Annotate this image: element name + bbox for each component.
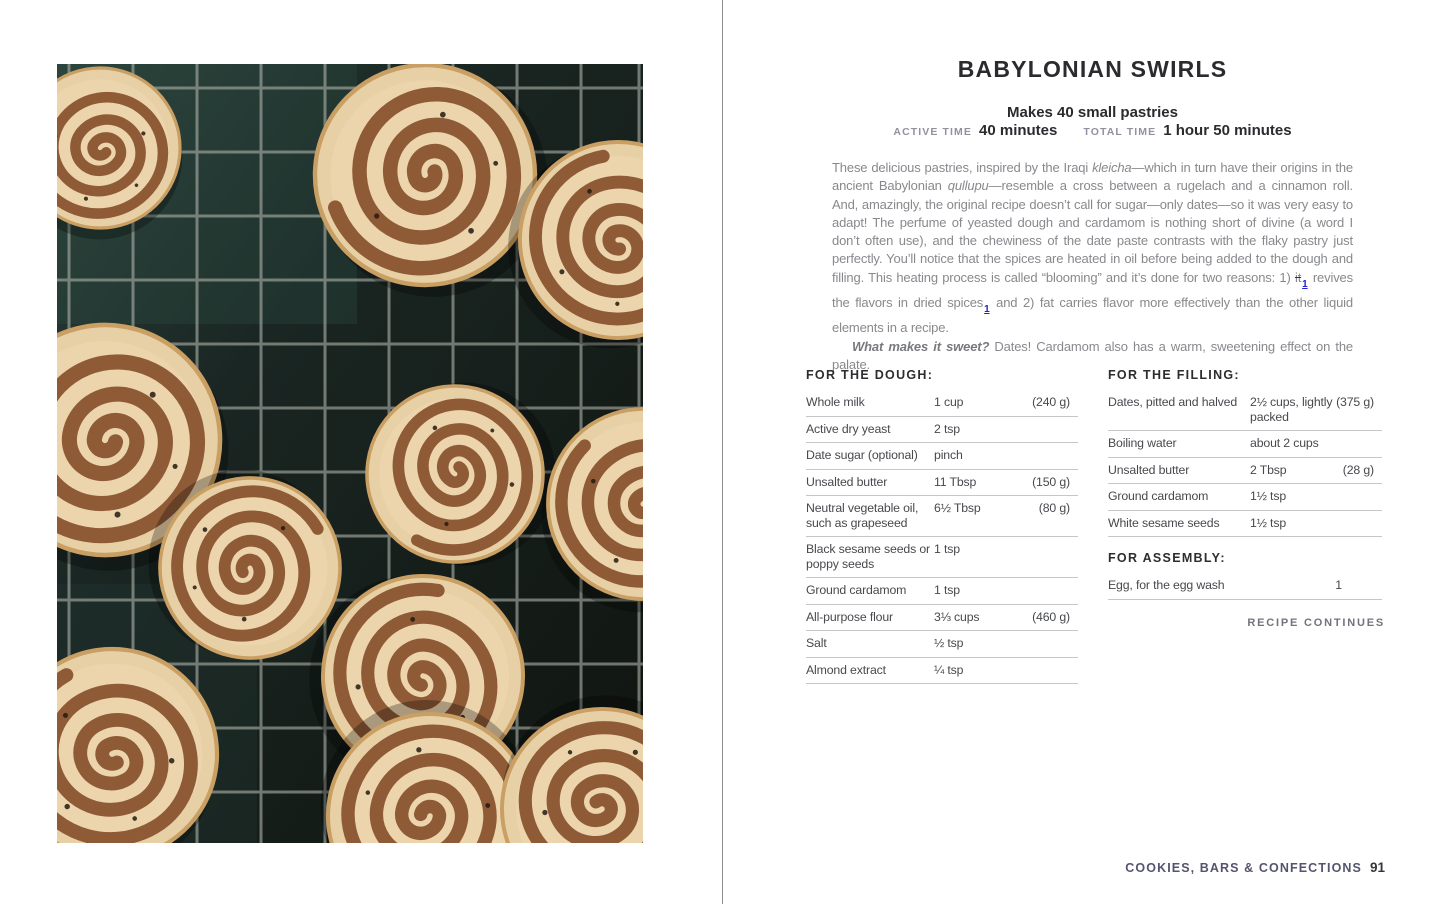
ingredient-weight: (80 g) (1038, 501, 1070, 515)
ingredient-weight: (150 g) (1032, 474, 1070, 489)
ingredient-qty: 2½ cups, lightly packed (1250, 395, 1333, 424)
ingredient-name: Boiling water (1108, 436, 1177, 450)
dough-ingredients-table (806, 368, 1078, 684)
assembly-header: FOR ASSEMBLY: (1108, 551, 1226, 565)
recipe-yield: Makes 40 small pastries (1007, 104, 1178, 121)
ingredient-name: White sesame seeds (1108, 515, 1220, 530)
recipe-title: BABYLONIAN SWIRLS (957, 56, 1228, 82)
italic-term-kleicha: kleicha (1092, 160, 1132, 175)
ingredient-qty: 2 tsp (934, 421, 960, 436)
intro-text: and 2) fat carries flavor more effectively than the other liquid elements in a recipe. (832, 295, 1353, 336)
page-footer (985, 859, 1385, 877)
ingredient-qty: 1 tsp (934, 583, 960, 597)
ingredient-qty: 1½ tsp (1250, 489, 1287, 503)
ingredient-name: Dates, pitted and halved (1108, 395, 1238, 409)
ingredient-qty: about 2 cups (1250, 436, 1319, 450)
ingredient-name: Egg, for the egg wash (1108, 578, 1225, 592)
ingredient-name: Whole milk (806, 395, 865, 409)
ingredient-row (1108, 458, 1382, 485)
recipe-intro (832, 159, 1353, 374)
page-number: 91 (1369, 860, 1385, 875)
intro-text: Dates! Cardamom also has a warm, sweetening effect on the palate. (832, 338, 1353, 372)
annotation-caret-icon: 1 (984, 304, 990, 316)
ingredient-qty: 11 Tbsp (934, 474, 977, 489)
ingredient-row (1108, 511, 1382, 538)
recipe-times (832, 122, 1353, 139)
ingredient-row (1108, 431, 1382, 458)
struck-word: it (1294, 269, 1302, 285)
ingredient-qty: 1½ tsp (1250, 515, 1287, 530)
ingredient-row (806, 443, 1078, 470)
filling-ingredients-table (1108, 368, 1382, 537)
ingredient-qty: 2 Tbsp (1250, 462, 1287, 477)
ingredient-row (806, 496, 1078, 537)
filling-header: FOR THE FILLING: (1108, 368, 1240, 382)
active-time (893, 122, 1057, 139)
ingredient-qty: 6½ Tbsp (934, 501, 981, 515)
ingredient-name: Black sesame seeds or poppy seeds (806, 542, 930, 571)
ingredient-name: All-purpose flour (806, 609, 893, 624)
ingredient-name: Almond extract (806, 662, 886, 677)
ingredient-qty: ¼ tsp (934, 662, 964, 677)
chapter-name: COOKIES, BARS & CONFECTIONS (1125, 861, 1362, 875)
ingredient-row (1108, 390, 1382, 431)
ingredient-name: Salt (806, 636, 827, 650)
ingredient-qty: 1 tsp (934, 542, 960, 556)
pastry-photo-illustration (57, 64, 643, 843)
intro-text: These delicious pastries, inspired by the Iraqi (832, 160, 1093, 175)
dough-header: FOR THE DOUGH: (806, 368, 934, 382)
ingredient-name: Ground cardamom (1108, 489, 1209, 503)
ingredient-row (1108, 484, 1382, 511)
ingredient-row (806, 578, 1078, 605)
ingredient-name: Neutral vegetable oil, such as grapeseed (806, 501, 919, 530)
ingredient-row (806, 470, 1078, 497)
ingredient-qty: ½ tsp (934, 636, 964, 650)
ingredient-row (806, 631, 1078, 658)
ingredient-name: Ground cardamom (806, 583, 907, 597)
total-time-label: TOTAL TIME (1083, 126, 1157, 138)
total-time-value: 1 hour 50 minutes (1163, 122, 1292, 139)
intro-paragraph-1 (832, 159, 1353, 338)
what-makes-it-sweet-lead: What makes it sweet? (852, 338, 990, 354)
active-time-value: 40 minutes (979, 122, 1058, 139)
recipe-photo (57, 64, 643, 843)
ingredient-name: Unsalted butter (806, 474, 888, 489)
ingredient-weight: (460 g) (1032, 609, 1070, 624)
ingredient-qty: pinch (934, 448, 963, 462)
ingredient-weight: (28 g) (1342, 462, 1374, 477)
intro-text: —resemble a cross between a rugelach and a cinnamon roll. And, amazingly, the original recipe doesn’t call for sugar—only dates—so it was very easy to adapt! The perfume of yeasted dough and cardamom is nothing short of divine (a word I don’t often use), and the chewiness of the date paste contrasts with the flaky pastry just perfectly. You’ll notice that the spices are heated in oil before being added to the dough and filling. This heating process is called “blooming” and it’s done for two reasons: 1) (832, 178, 1353, 285)
annotation-caret-icon: 1 (1302, 278, 1308, 290)
assembly-ingredients-table (1108, 551, 1382, 600)
ingredient-weight: (240 g) (1032, 395, 1070, 409)
ingredient-row (806, 537, 1078, 578)
intro-text: —which in turn have their origins in the ancient Babylonian (832, 160, 1353, 194)
page-gutter-divider (722, 0, 723, 904)
ingredient-name: Active dry yeast (806, 421, 891, 436)
italic-term-qullupu: qullupu (947, 178, 989, 194)
ingredient-row (1108, 573, 1382, 600)
ingredient-name: Date sugar (optional) (806, 448, 918, 462)
ingredient-weight: (375 g) (1336, 395, 1374, 409)
active-time-label: ACTIVE TIME (893, 126, 972, 138)
recipe-continues-note: RECIPE CONTINUES (1247, 617, 1385, 629)
ingredient-qty: 3⅓ cups (934, 609, 980, 624)
intro-text: revives the flavors in dried spices (832, 269, 1353, 311)
ingredient-qty: 1 cup (934, 395, 964, 409)
ingredient-row (806, 417, 1078, 444)
ingredient-qty: 1 (1335, 578, 1342, 592)
ingredient-name: Unsalted butter (1108, 462, 1190, 477)
total-time (1083, 122, 1291, 139)
ingredient-row (806, 390, 1078, 417)
ingredient-row (806, 658, 1078, 685)
